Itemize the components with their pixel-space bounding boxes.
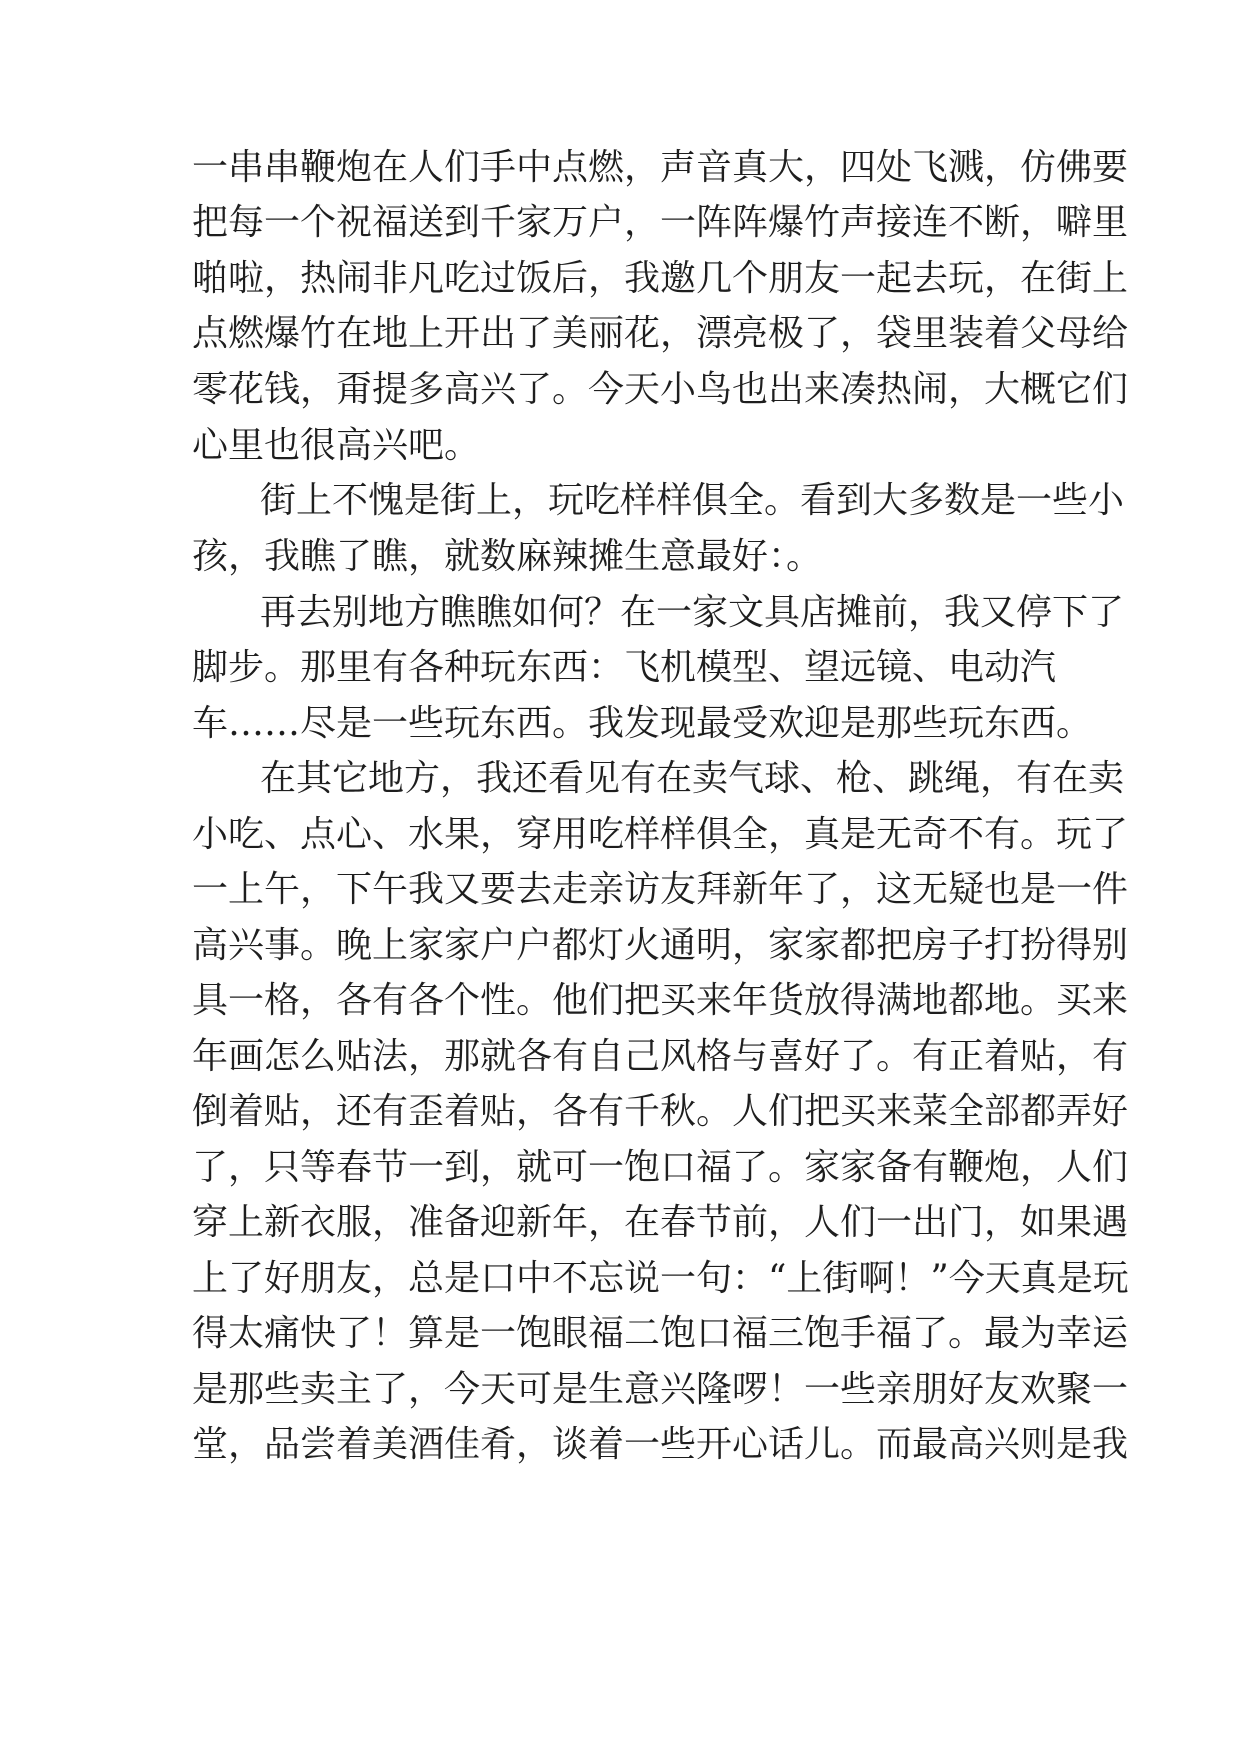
text-line: 穿上新衣服，准备迎新年，在春节前，人们一出门，如果遇 [192,1202,1129,1243]
text-line: 具一格，各有各个性。他们把买来年货放得满地都地。买来 [192,980,1129,1021]
paragraph-first-line: 再去别地方瞧瞧如何？在一家文具店摊前，我又停下了 [260,592,1125,633]
text-line: 把每一个祝福送到千家万户，一阵阵爆竹声接连不断，噼里 [192,202,1129,243]
text-line: 零花钱，甭提多高兴了。今天小鸟也出来凑热闹，大概它们 [192,369,1129,410]
text-line: 点燃爆竹在地上开出了美丽花，漂亮极了，袋里装着父母给 [192,313,1129,354]
text-line: 一上午，下午我又要去走亲访友拜新年了，这无疑也是一件 [192,869,1129,910]
paragraph-first-line: 在其它地方，我还看见有在卖气球、枪、跳绳，有在卖 [260,758,1125,799]
text-line: 高兴事。晚上家家户户都灯火通明，家家都把房子打扮得别 [192,925,1129,966]
text-line: 脚步。那里有各种玩东西：飞机模型、望远镜、电动汽 [192,647,1057,688]
text-line: 倒着贴，还有歪着贴，各有千秋。人们把买来菜全部都弄好 [192,1091,1129,1132]
text-line: 心里也很高兴吧。 [192,425,481,466]
text-line: 啪啦，热闹非凡吃过饭后，我邀几个朋友一起去玩，在街上 [192,258,1129,299]
text-line: 堂，品尝着美酒佳肴，谈着一些开心话儿。而最高兴则是我 [192,1424,1129,1465]
text-line: 小吃、点心、水果，穿用吃样样俱全，真是无奇不有。玩了 [192,814,1129,855]
text-line: 上了好朋友，总是口中不忘说一句：“上街啊！”今天真是玩 [192,1258,1129,1299]
text-line: 是那些卖主了，今天可是生意兴隆啰！一些亲朋好友欢聚一 [192,1369,1129,1410]
text-line: 年画怎么贴法，那就各有自己风格与喜好了。有正着贴，有 [192,1036,1129,1077]
text-line: 一串串鞭炮在人们手中点燃，声音真大，四处飞溅，仿佛要 [192,147,1129,188]
text-line: 孩，我瞧了瞧，就数麻辣摊生意最好：。 [192,536,823,577]
text-line: 得太痛快了！算是一饱眼福二饱口福三饱手福了。最为幸运 [192,1313,1129,1354]
text-line: 车……尽是一些玩东西。我发现最受欢迎是那些玩东西。 [192,703,1093,744]
paragraph-first-line: 街上不愧是街上，玩吃样样俱全。看到大多数是一些小 [260,480,1125,521]
text-line: 了，只等春节一到，就可一饱口福了。家家备有鞭炮，人们 [192,1147,1129,1188]
